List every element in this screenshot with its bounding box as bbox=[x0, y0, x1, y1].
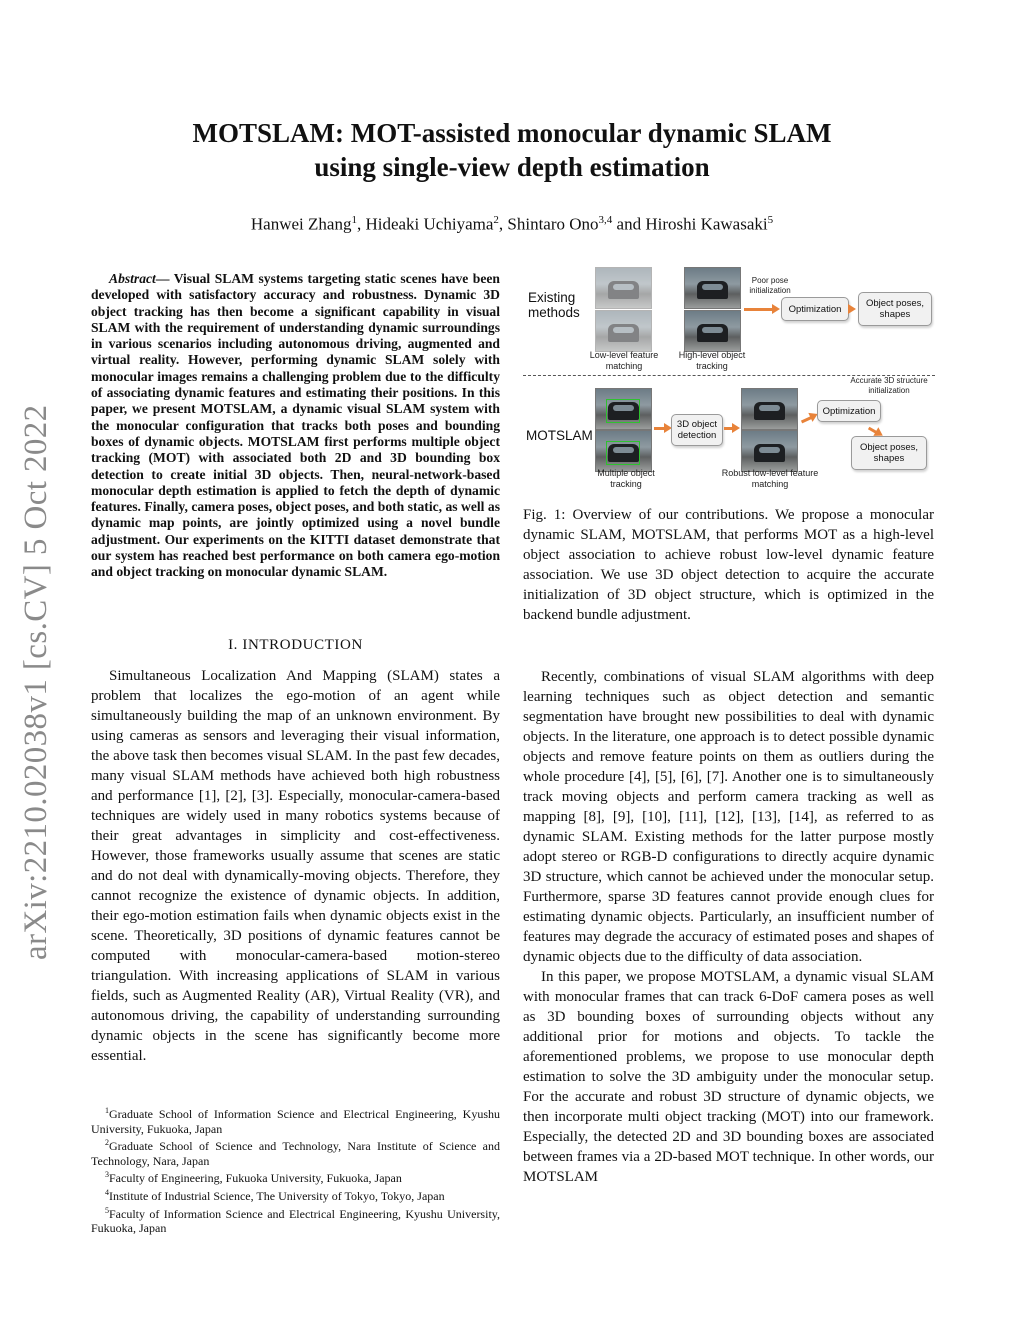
orange-arrow bbox=[724, 427, 734, 430]
author-name: Hideaki Uchiyama bbox=[365, 214, 494, 234]
author-list bbox=[112, 208, 912, 237]
caption-line: tracking bbox=[610, 479, 642, 489]
title-line-2: using single-view depth estimation bbox=[314, 152, 710, 182]
author-affiliation-sup: 2 bbox=[493, 214, 499, 226]
author-affiliation-sup: 3,4 bbox=[598, 214, 613, 226]
car-shape bbox=[608, 281, 639, 299]
existing-methods-label bbox=[528, 290, 580, 320]
poor-pose-caption bbox=[735, 276, 805, 296]
box-line: detection bbox=[677, 430, 717, 441]
author-separator: , bbox=[498, 214, 508, 234]
footnote-text: Faculty of Engineering, Fukuoka University, Fukuoka, Japan bbox=[109, 1171, 402, 1186]
figure-overview bbox=[523, 262, 935, 494]
intro-text-right-1: Recently, combinations of visual SLAM algorithms with deep learning techniques such as object detection and semantic segmentation have brought new possibilities to deal with dynamic objects. In the literature, one approach is to detect possible dynamic objects and remove feature points on them as outliers during the whole procedure [4], [5], [6], [7]. Another one is to simultaneously track moving objects and perform camera tracking as well as mapping [8], [9], [10], [11], [12], [13], [14], as referred to as dynamic SLAM. Existing methods for the latter purpose mostly adopt stereo or RGB-D configurations to directly acquire dynamic 3D structure, which cannot be achieved under the monocular setup. Furthermore, sparse 3D features cannot provide enough clues for estimating dynamic objects. Particularly, an insufficient number of features may degrade the accuracy of estimated poses and shapes of dynamic objects due to the difficulty of data association. bbox=[523, 669, 934, 965]
box-line: Object poses, bbox=[865, 298, 925, 309]
high-level-caption bbox=[669, 350, 755, 372]
car-shape bbox=[697, 324, 728, 342]
car-shape bbox=[754, 444, 785, 462]
caption-line: tracking bbox=[696, 361, 728, 371]
footnote bbox=[91, 1186, 500, 1204]
intro-text: Simultaneous Localization And Mapping (SLAM) states a problem that localizes the ego-motion of an agent while simultaneously building the map of an unknown environment. By using cameras as sensors and leveraging their visual information, the above task then becomes visual SLAM. In the past few decades, many visual SLAM methods have achieved both high robustness and performance [1], [2], [3]. Especially, monocular-camera-based techniques are widely used in many robotics systems because of their great advantages in simplicity and cost-effectiveness. However, those frameworks usually assume that scenes are static and do not deal with dynamically-moving objects. Therefore, they cannot recognize the existence of dynamic objects. In addition, their ego-motion estimation fails when dynamic objects exist in the scene. Theoretically, 3D positions of dynamic features cannot be computed with monocular-camera-based motion-stereo triangulation. With increasing applications of SLAM in various fields, such as Augmented Reality (AR), Virtual Reality (VR), and autonomous driving, the capability of understanding surrounding dynamic objects in the scene has significantly become more essential. bbox=[91, 668, 500, 1064]
car-shape bbox=[754, 402, 785, 420]
motslam-label: MOTSLAM bbox=[526, 428, 593, 443]
arxiv-side-stamp: arXiv:2210.02038v1 [cs.CV] 5 Oct 2022 bbox=[18, 404, 54, 960]
existing-label-line: methods bbox=[528, 305, 580, 320]
multiple-object-caption bbox=[585, 468, 667, 490]
caption-line: initialization bbox=[868, 386, 910, 395]
orange-arrow bbox=[744, 308, 774, 311]
footnote-text: Faculty of Information Science and Electrical Engineering, Kyushu University, Fukuoka, Japan bbox=[91, 1206, 500, 1236]
car-shape bbox=[697, 281, 728, 299]
abstract-text: Visual SLAM systems targeting static scenes have been developed with satisfactory accuracy and robustness. Dynamic 3D object tracking has then become a significant capability in visual SLAM with the requirement of understanding dynamic surroundings in various scenarios including autonomous driving, augmented and virtual reality. However, performing dynamic SLAM solely with monocular images remains a challenging problem due to the difficulty of associating dynamic features and estimating their positions. In this paper, we present MOTSLAM, a dynamic visual SLAM system with the monocular configuration that tracks both poses and bounding boxes of dynamic objects. MOTSLAM first performs multiple object tracking (MOT) with associated both 2D and 3D bounding box detection to create initial 3D objects. Then, neural-network-based monocular depth estimation is applied to fetch the depth of dynamic features. Finally, camera poses, object poses, and both static, as well as dynamic map points, are jointly optimized using a novel bundle adjustment. Our experiments on the KITTI dataset demonstrate that our system has reached best performance on both camera ego-motion and object tracking on monocular dynamic SLAM. bbox=[91, 271, 500, 580]
frame-image bbox=[684, 310, 741, 352]
optimization-box-top: Optimization bbox=[781, 297, 849, 321]
intro-paragraphs-right bbox=[523, 667, 934, 1187]
caption-line: Robust low-level feature bbox=[721, 468, 819, 478]
orange-arrow bbox=[868, 427, 878, 435]
caption-line: Low-level feature bbox=[589, 350, 659, 360]
author-and: and bbox=[612, 214, 646, 234]
object-poses-box-bottom bbox=[851, 436, 927, 470]
existing-label-line: Existing bbox=[528, 290, 576, 305]
footnote-text: Graduate School of Science and Technology, Nara Institute of Science and Technology, Nara, Japan bbox=[91, 1139, 500, 1168]
footnote-marker: 4 bbox=[105, 1187, 109, 1197]
frame-image bbox=[741, 388, 798, 430]
frame-image bbox=[595, 267, 652, 309]
orange-arrow bbox=[654, 427, 666, 430]
orange-arrow bbox=[801, 416, 813, 424]
frame-image bbox=[595, 310, 652, 352]
author-separator: , bbox=[356, 214, 366, 234]
box-line: shapes bbox=[873, 453, 905, 464]
footnote bbox=[91, 1104, 500, 1136]
author-affiliation-sup: 5 bbox=[767, 214, 774, 226]
object-poses-box-top bbox=[858, 292, 932, 326]
box-line: 3D object bbox=[676, 419, 718, 430]
footnote-text: Institute of Industrial Science, The University of Tokyo, Tokyo, Japan bbox=[109, 1188, 445, 1203]
frame-image bbox=[595, 430, 652, 472]
paper-title bbox=[112, 116, 912, 184]
affiliation-footnotes bbox=[91, 1104, 500, 1236]
intro-text-right-2: In this paper, we propose MOTSLAM, a dynamic visual SLAM with monocular frames that can track 6-DoF camera poses as well as 3D bounding boxes of surrounding objects without any additional prior for motions and objects. To tackle the aforementioned problems, we propose to use monocular depth estimation to solve the 3D ambiguity under the monocular setup. For the accurate and robust 3D structure of dynamic objects, we then incorporate multi object tracking (MOT) into our framework. Especially, the detected 2D and 3D bounding boxes are associated between frames via a 2D-based MOT technique. In other words, our MOTSLAM bbox=[523, 969, 934, 1185]
footnote-text: Graduate School of Information Science and Electrical Engineering, Kyushu University, Fukuoka, Japan bbox=[91, 1107, 500, 1136]
footnote-marker: 3 bbox=[105, 1170, 109, 1180]
optimization-box-bottom: Optimization bbox=[817, 400, 881, 422]
3d-object-detection-box bbox=[671, 414, 723, 446]
bbox bbox=[606, 441, 640, 465]
box-line: Object poses, bbox=[859, 442, 919, 453]
frame-image bbox=[595, 388, 652, 430]
caption-line: matching bbox=[605, 361, 643, 371]
author-name: Hanwei Zhang bbox=[250, 214, 352, 234]
caption-line: Poor pose bbox=[751, 276, 789, 285]
title-line-1: MOTSLAM: MOT-assisted monocular dynamic SLAM bbox=[192, 118, 832, 148]
caption-line: Multiple object bbox=[597, 468, 655, 478]
footnote bbox=[91, 1168, 500, 1186]
section-heading-introduction: I. INTRODUCTION bbox=[228, 637, 363, 653]
footnote bbox=[91, 1204, 500, 1236]
box-line: shapes bbox=[879, 309, 911, 320]
author-name: Hiroshi Kawasaki bbox=[645, 214, 768, 234]
caption-line: matching bbox=[751, 479, 789, 489]
caption-line: initialization bbox=[749, 286, 791, 295]
author-affiliation-sup: 1 bbox=[351, 214, 357, 226]
figure-caption: Fig. 1: Overview of our contributions. We propose a monocular dynamic SLAM, MOTSLAM, that performs MOT as a high-level object association to achieve robust low-level dynamic feature association. We use 3D object detection to acquire the accurate initialization of 3D object structure, which is optimized in the backend bundle adjustment. bbox=[523, 507, 934, 623]
abstract-label: Abstract bbox=[109, 271, 156, 286]
author-name: Shintaro Ono bbox=[507, 214, 599, 234]
footnote-marker: 5 bbox=[105, 1205, 109, 1215]
abstract bbox=[91, 271, 500, 581]
intro-paragraph-left bbox=[91, 666, 500, 1066]
footnote-marker: 1 bbox=[105, 1106, 109, 1115]
car-shape bbox=[608, 324, 639, 342]
frame-image bbox=[741, 430, 798, 472]
caption-line: High-level object bbox=[678, 350, 746, 360]
low-level-caption bbox=[581, 350, 667, 372]
bbox bbox=[606, 399, 640, 423]
robust-caption bbox=[711, 468, 829, 490]
accurate-caption bbox=[841, 376, 937, 396]
abstract-dash: — bbox=[155, 271, 174, 286]
footnote-marker: 2 bbox=[105, 1138, 109, 1148]
frame-image bbox=[684, 267, 741, 309]
caption-line: Accurate 3D structure bbox=[850, 376, 928, 385]
footnote bbox=[91, 1136, 500, 1168]
